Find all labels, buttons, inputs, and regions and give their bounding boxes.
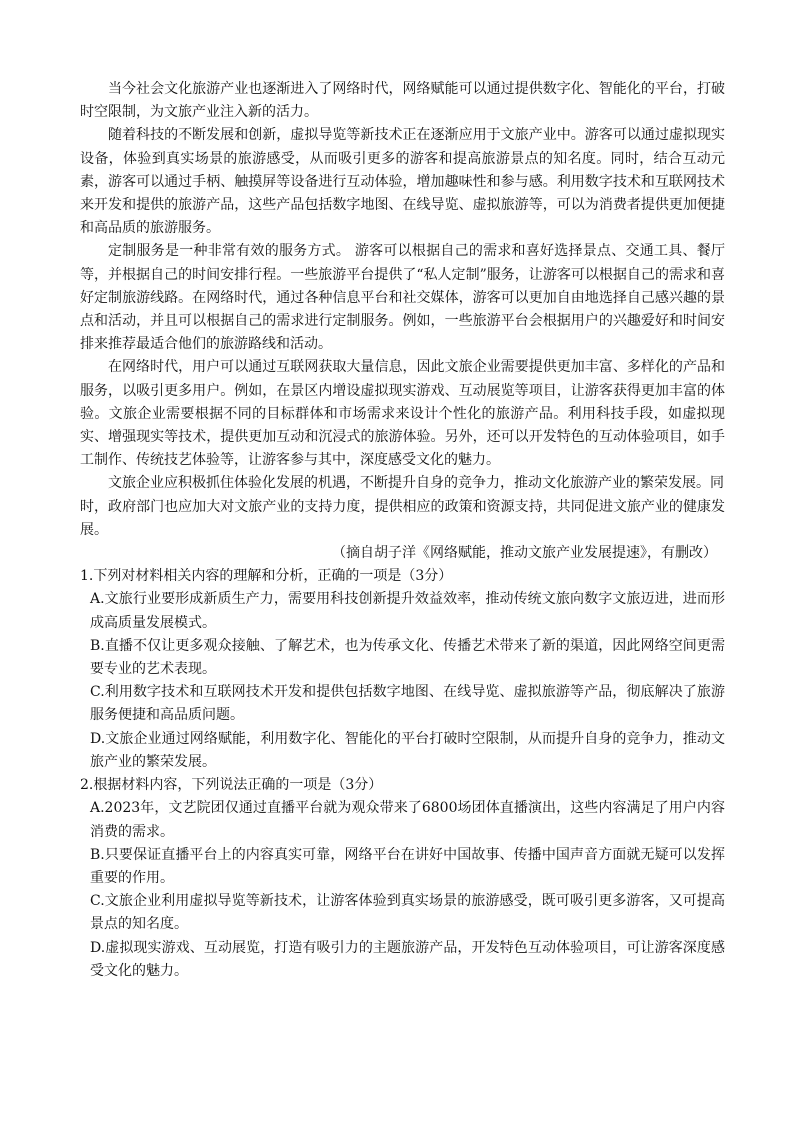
passage-paragraph-2: 随着科技的不断发展和创新，虚拟导览等新技术正在逐渐应用于文旅产业中。游客可以通过虚拟现实设备，体验到真实场景的旅游感受，从而吸引更多的游客和提高旅游景点的知名度。同时，结合互动元素，游客可以通过手柄、触摸屏等设备进行互动体验，增加趣味性和参与感。利用数字技术和互联网技术来开发和提供的旅游产品，这些产品包括数字地图、在线导览、虚拟旅游等，可以为消费者提供更加便捷和高品质的旅游服务。 [80,127,725,237]
question-2-option-c: C.文旅企业利用虚拟导览等新技术，让游客体验到真实场景的旅游感受，既可吸引更多游客，又可提高景点的知名度。 [90,893,725,933]
passage-paragraph-5a: 文旅企业应积极抓住体验化发展的机遇，不断提升自身的竞争力，推动文化旅游产业的繁荣发展。同 [108,475,724,492]
question-1-option-c: C.利用数字技术和互联网技术开发和提供包括数字地图、在线导览、虚拟旅游等产品，彻底解决了旅游服务便捷和高品质问题。 [90,684,725,724]
passage-paragraph-3: 定制服务是一种非常有效的服务方式。 游客可以根据自己的需求和喜好选择景点、交通工具、餐厅等，并根据自己的时间安排行程。一些旅游平台提供了“私人定制”服务，让游客可以根据自己的需求和喜好定制旅游线路。在网络时代，通过各种信息平台和社交媒体，游客可以更加自由地选择自己感兴趣的景点和活动，并且可以根据自己的需求进行定制服务。例如，一些旅游平台会根据用户的兴趣爱好和时间安排来推荐最适合他们的旅游路线和活动。 [80,243,725,353]
exam-page [80,78,725,983]
passage-paragraph-1: 当今社会文化旅游产业也逐渐进入了网络时代，网络赋能可以通过提供数字化、智能化的平台，打破时空限制，为文旅产业注入新的活力。 [80,81,725,121]
question-1-option-d: D.文旅企业通过网络赋能，利用数字化、智能化的平台打破时空限制，从而提升自身的竞争力，推动文旅产业的繁荣发展。 [90,730,725,770]
question-2-stem: 2.根据材料内容，下列说法正确的一项是（3分） [80,777,383,794]
question-2-option-d: D.虚拟现实游戏、互动展览，打造有吸引力的主题旅游产品，开发特色互动体验项目，可让游客深度感受文化的魅力。 [90,939,725,979]
question-1-option-b: B.直播不仅让更多观众接触、了解艺术，也为传承文化、传播艺术带来了新的渠道，因此网络空间更需要专业的艺术表现。 [90,637,725,678]
question-2-option-a: A.2023年，文艺院团仅通过直播平台就为观众带来了6800场团体直播演出，这些内容满足了用户内容消费的需求。 [90,800,725,840]
question-2-option-b: B.只要保证直播平台上的内容真实可靠，网络平台在讲好中国故事、传播中国声音方面就无疑可以发挥重要的作用。 [90,846,725,886]
passage-source: （摘自胡子洋《网络赋能，推动文旅产业发展提速》，有删改） [332,545,717,562]
question-1-option-a: A.文旅行业要形成新质生产力，需要用科技创新提升效益效率，推动传统文旅向数字文旅迈进，进而形成高质量发展模式。 [90,591,725,631]
passage-paragraph-4: 在网络时代，用户可以通过互联网获取大量信息，因此文旅企业需要提供更加丰富、多样化的产品和服务，以吸引更多用户。例如，在景区内增设虚拟现实游戏、互动展览等项目，让游客获得更加丰富的体验。文旅企业需要根据不同的目标群体和市场需求来设计个性化的旅游产品。利用科技手段，如虚拟现实、增强现实等技术，提供更加互动和沉浸式的旅游体验。另外，还可以开发特色的互动体验项目，如手工制作、传统技艺体验等，让游客参与其中，深度感受文化的魅力。 [80,359,725,469]
passage-paragraph-5b: 时，政府部门也应加大对文旅产业的支持力度，提供相应的政策和资源支持，共同促进文旅产业的健康发展。 [80,498,725,538]
question-1-stem: 1.下列对材料相关内容的理解和分析，正确的一项是（3分） [80,568,453,585]
